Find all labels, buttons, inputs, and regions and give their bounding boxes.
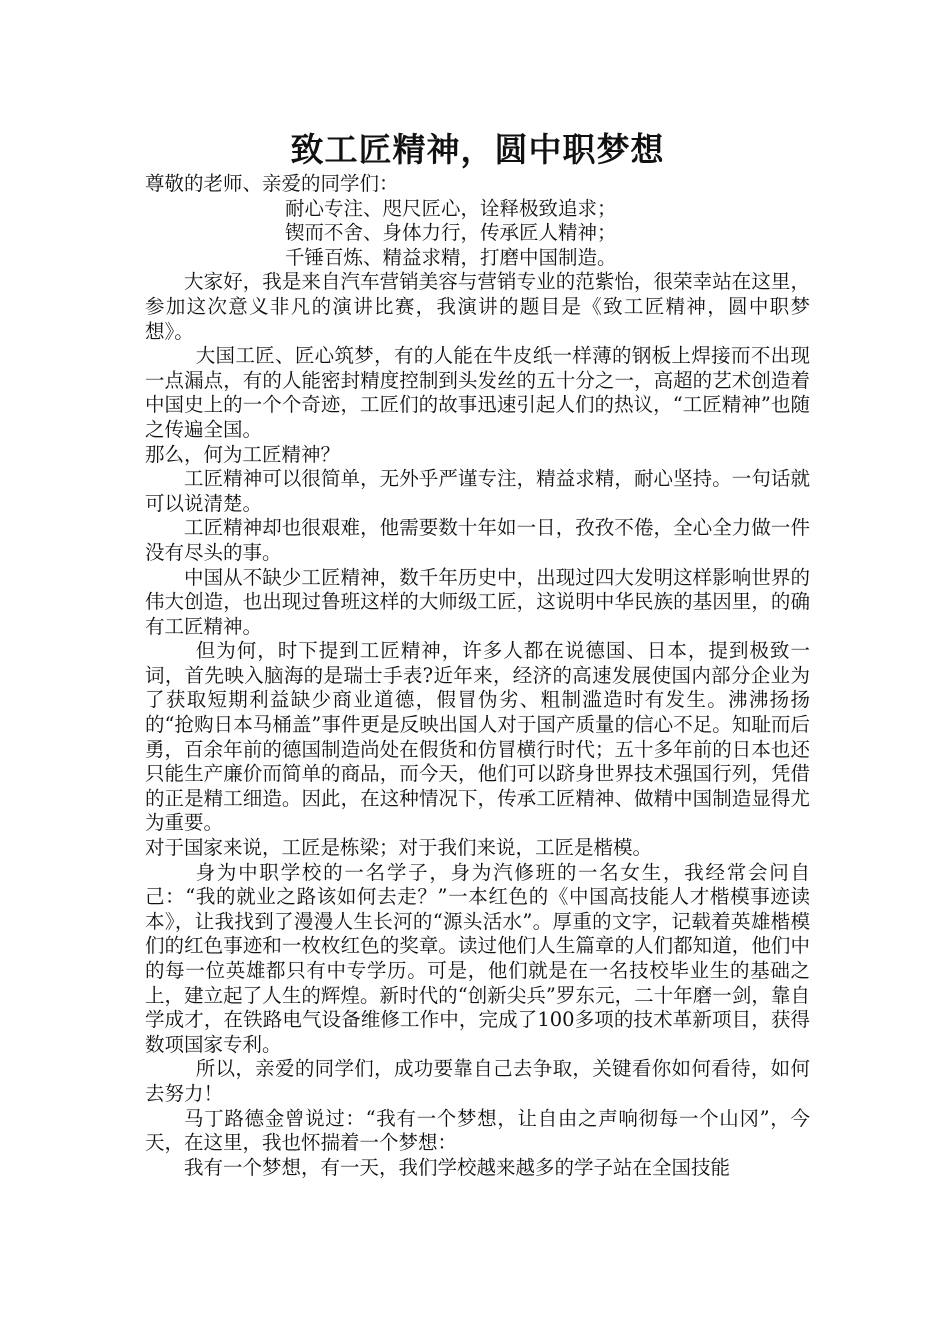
body-paragraph: 马丁路德金曾说过：“我有一个梦想，让自由之声响彻每一个山冈”，今天，在这里，我也怀揣着一个梦想： [145, 1106, 810, 1155]
salutation: 尊敬的老师、亲爱的同学们： [145, 172, 399, 195]
body-paragraph: 对于国家来说，工匠是栋梁；对于我们来说，工匠是楷模。 [145, 836, 653, 860]
verse-line: 千锤百炼、精益求精，打磨中国制造。 [285, 245, 617, 269]
body-paragraph: 大国工匠、匠心筑梦，有的人能在牛皮纸一样薄的钢板上焊接而不出现一点漏点，有的人能密封精度控制到头发丝的五十分之一，高超的艺术创造着中国史上的一个个奇迹，工匠们的故事迅速引起人们的热议，“工匠精神”也随之传遍全国。 [145, 344, 810, 441]
body-paragraph: 大家好，我是来自汽车营销美容与营销专业的范紫怡，很荣幸站在这里，参加这次意义非凡的演讲比赛，我演讲的题目是《致工匠精神，圆中职梦想》。 [145, 270, 810, 343]
document-title: 致工匠精神，圆中职梦想 [290, 130, 665, 169]
body-paragraph: 那么，何为工匠精神？ [145, 442, 341, 466]
verse-line: 耐心专注、咫尺匠心，诠释极致追求； [285, 196, 617, 220]
body-paragraph: 工匠精神可以很简单，无外乎严谨专注，精益求精，耐心坚持。一句话就可以说清楚。 [145, 467, 810, 515]
body-paragraph: 工匠精神却也很艰难，他需要数十年如一日，孜孜不倦，全心全力做一件没有尽头的事。 [145, 516, 810, 564]
document-page [145, 128, 810, 1180]
body-paragraph: 所以，亲爱的同学们，成功要靠自己去争取，关键看你如何看待，如何去努力！ [145, 1057, 810, 1105]
body-paragraph: 但为何，时下提到工匠精神，许多人都在说德国、日本，提到极致一词，首先映入脑海的是瑞士手表?近年来，经济的高速发展使国内部分企业为了获取短期利益缺少商业道德，假冒伪劣、粗制滥造时有发生。沸沸扬扬的“抢购日本马桶盖”事件更是反映出国人对于国产质量的信心不足。知耻而后勇，百余年前的德国制造尚处在假货和仿冒横行时代；五十多年前的日本也还只能生产廉价而简单的商品，而今天，他们可以跻身世界技术强国行列，凭借的正是精工细造。因此，在这种情况下，传承工匠精神、做精中国制造显得尤为重要。 [145, 639, 810, 835]
body-paragraph: 我有一个梦想，有一天，我们学校越来越多的学子站在全国技能 [184, 1155, 731, 1179]
body-paragraph: 中国从不缺少工匠精神，数千年历史中，出现过四大发明这样影响世界的伟大创造，也出现过鲁班这样的大师级工匠，这说明中华民族的基因里，的确有工匠精神。 [145, 565, 810, 638]
verse-line: 锲而不舍、身体力行，传承匠人精神； [285, 221, 617, 245]
body-paragraph: 身为中职学校的一名学子，身为汽修班的一名女生，我经常会问自己：“我的就业之路该如何去走？”一本红色的《中国高技能人才楷模事迹读本》，让我找到了漫漫人生长河的“源头活水”。厚重的文字，记载着英雄楷模们的红色事迹和一枚枚红色的奖章。读过他们人生篇章的人们都知道，他们中的每一位英雄都只有中专学历。可是，他们就是在一名技校毕业生的基础之上，建立起了人生的辉煌。新时代的“创新尖兵”罗东元，二十年磨一剑，靠自学成才，在铁路电气设备维修工作中，完成了100多项的技术革新项目，获得数项国家专利。 [145, 860, 810, 1056]
